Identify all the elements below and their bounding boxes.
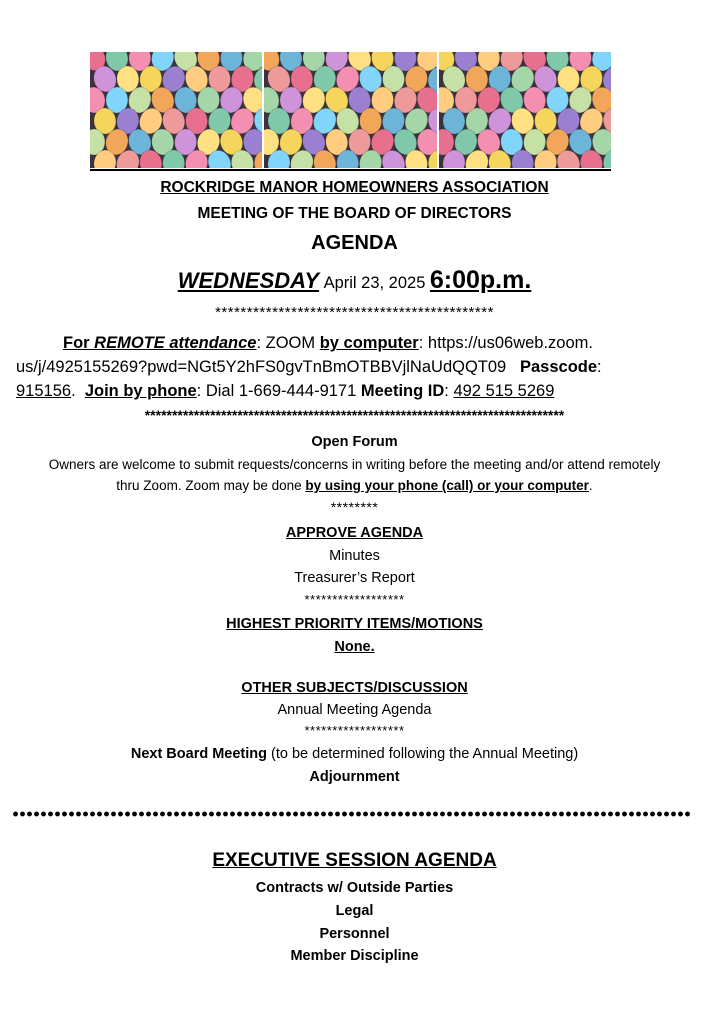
easter-eggs-photo-right (439, 52, 611, 168)
remote-line-1: For REMOTE attendance: ZOOM by computer: https://us06web.zoom. (63, 334, 593, 352)
phone-or-computer-note: by using your phone (call) or your computer (305, 478, 589, 493)
remote-attendance-label: REMOTE attendance (94, 334, 257, 352)
approve-agenda-title: APPROVE AGENDA (285, 525, 424, 541)
meeting-title: MEETING OF THE BOARD OF DIRECTORS (197, 205, 512, 222)
star-divider-short: ******** (330, 499, 379, 515)
next-board-meeting: Next Board Meeting (to be determined following the Annual Meeting) (130, 746, 579, 762)
meeting-date: April 23, 2025 (323, 274, 426, 292)
zoom-url-part1[interactable]: : https://us06web.zoom. (418, 334, 593, 352)
star-divider: ****************** (304, 723, 405, 738)
star-divider-long: ***************************************************************************** (144, 407, 565, 423)
exec-item-contracts: Contracts w/ Outside Parties (255, 880, 454, 896)
easter-eggs-banner (90, 52, 611, 168)
banner-rule (90, 169, 611, 171)
open-forum-title: Open Forum (311, 434, 398, 450)
easter-eggs-photo-center (264, 52, 436, 168)
star-divider: ******************************************** (215, 304, 494, 321)
adjournment: Adjournment (309, 769, 400, 785)
agenda-item-minutes: Minutes (329, 548, 380, 564)
exec-item-legal: Legal (335, 903, 374, 919)
remote-line-3: 915156. Join by phone: Dial 1-669-444-9171 Meeting ID: 492 515 5269 (16, 382, 555, 400)
agenda-item-treasurer-report: Treasurer’s Report (294, 570, 415, 586)
join-by-phone-label: Join by phone (84, 382, 197, 400)
priority-items-value: None. (334, 639, 375, 655)
remote-attendance-block (16, 331, 696, 403)
passcode-label: Passcode (519, 358, 598, 376)
remote-line-2: us/j/4925155269?pwd=NGt5Y2hFS0gvTnBmOTBBVjlNaUdQQT09 Passcode: (16, 358, 602, 376)
exec-item-member-discipline: Member Discipline (290, 948, 419, 964)
meeting-day: WEDNESDAY (177, 268, 320, 293)
agenda-title: AGENDA (311, 232, 398, 254)
dotted-divider (12, 811, 690, 817)
dial-number: : Dial 1-669-444-9171 (196, 382, 361, 400)
exec-item-personnel: Personnel (319, 926, 390, 942)
star-divider: ****************** (304, 592, 405, 607)
open-forum-text-1: Owners are welcome to submit requests/concerns in writing before the meeting and/or attend remotely (48, 457, 661, 472)
meeting-datetime (0, 266, 709, 295)
association-title: ROCKRIDGE MANOR HOMEOWNERS ASSOCIATION (160, 179, 549, 196)
other-subjects-item: Annual Meeting Agenda (277, 702, 432, 718)
executive-session-title: EXECUTIVE SESSION AGENDA (212, 850, 497, 871)
open-forum-text-2: thru Zoom. Zoom may be done by using your phone (call) or your computer. (116, 478, 593, 493)
priority-items-title: HIGHEST PRIORITY ITEMS/MOTIONS (226, 616, 483, 632)
meeting-id-label: Meeting ID (360, 382, 445, 400)
passcode-value: 915156 (16, 382, 72, 400)
easter-eggs-photo-left (90, 52, 262, 168)
other-subjects-title: OTHER SUBJECTS/DISCUSSION (241, 680, 468, 696)
by-computer-label: by computer (319, 334, 419, 352)
meeting-time: 6:00p.m. (429, 266, 532, 294)
zoom-url-part2[interactable]: us/j/4925155269?pwd=NGt5Y2hFS0gvTnBmOTBBVjlNaUdQQT09 (16, 358, 507, 376)
meeting-id-value: 492 515 5269 (453, 382, 555, 400)
